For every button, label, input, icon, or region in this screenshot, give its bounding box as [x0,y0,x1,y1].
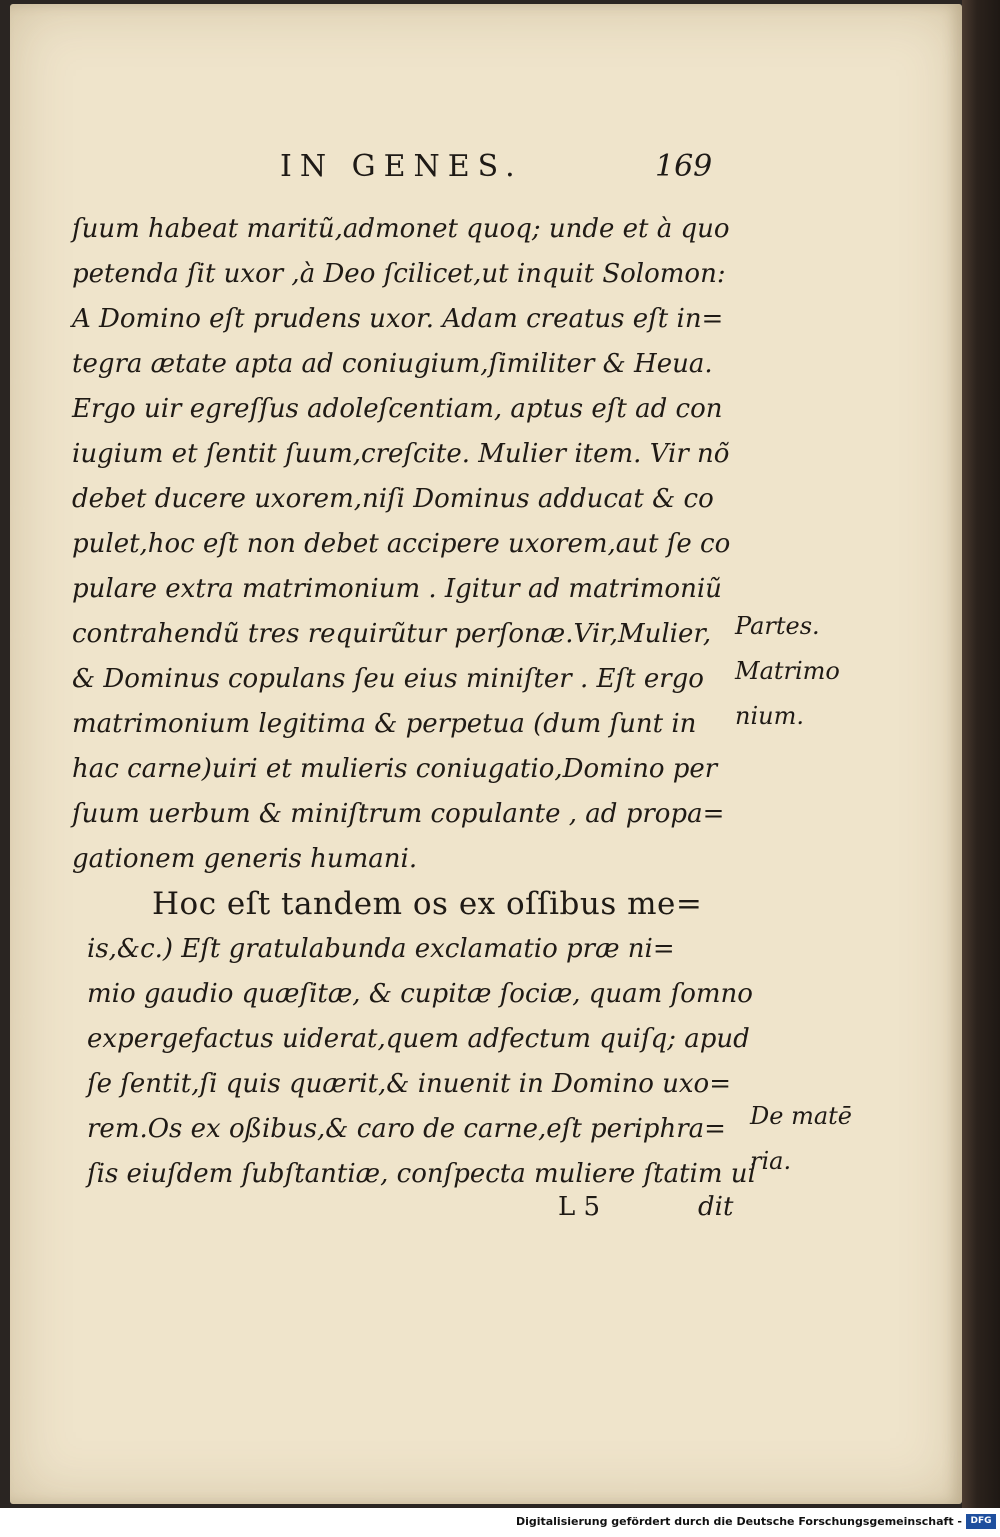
text-line: gationem generis humani. [72,844,418,874]
text-line: is,&c.) Eſt gratulabunda exclamatio præ ni= [87,934,675,964]
text-line: mio gaudio quæſitæ, & cupitæ ſociæ, quam ſomno [87,979,753,1009]
catchword: dit [698,1192,734,1222]
text-line: & Dominus copulans ſeu eius miniſter . Eſt ergo [72,664,704,694]
text-line: rem.Os ex oßibus,& caro de carne,eſt periphra= [87,1114,726,1144]
text-line: pulet,hoc eſt non debet accipere uxorem,aut ſe co [72,529,731,559]
margin-note: nium. [735,702,804,730]
digitization-credit: Digitalisierung gefördert durch die Deutsche Forschungsgemeinschaft - [515,1515,962,1528]
text-line: A Domino eſt prudens uxor. Adam creatus eſt in= [72,304,724,334]
text-line: pulare extra matrimonium . Igitur ad matrimoniũ [72,574,722,604]
margin-note: Matrimo [735,657,840,685]
binding-edge [962,0,1000,1508]
text-line: ſuum habeat maritũ,admonet quoq; unde et à quo [72,214,730,244]
book-page [10,4,962,1504]
text-line: expergefactus uiderat,quem adfectum quiſq; apud [87,1024,750,1054]
margin-note: De matē [750,1102,852,1130]
text-line: ſis eiuſdem ſubſtantiæ, conſpecta muliere ſtatim ui [87,1159,756,1189]
margin-note: Partes. [735,612,820,640]
text-line: iugium et ſentit ſuum,creſcite. Mulier item. Vir nõ [72,439,730,469]
text-line: hac carne)uiri et mulieris coniugatio,Domino per [72,754,718,784]
margin-note: ria. [750,1147,792,1175]
text-line: ſuum uerbum & miniſtrum copulante , ad propa= [72,799,725,829]
text-line: ſe ſentit,ſi quis quærit,& inuenit in Domino uxo= [87,1069,731,1099]
text-line: contrahendũ tres requirũtur perſonæ.Vir,Mulier, [72,619,712,649]
body-text [72,207,756,1197]
dfg-logo-icon: DFG [966,1514,996,1529]
lemma-line: Hoc eſt tandem os ex oſſibus me= [152,886,703,922]
text-line: petenda ſit uxor ,à Deo ſcilicet,ut inquit Solomon: [72,259,726,289]
running-head: IN GENES. [280,149,523,184]
text-line: debet ducere uxorem,niſi Dominus adducat & co [72,484,714,514]
signature-mark: L 5 [558,1192,601,1222]
page-number: 169 [655,149,713,184]
text-line: tegra ætate apta ad coniugium,ſimiliter & Heua. [72,349,713,379]
text-line: Ergo uir egreſſus adoleſcentiam, aptus eſt ad con [72,394,723,424]
text-line: matrimonium legitima & perpetua (dum ſunt in [72,709,697,739]
